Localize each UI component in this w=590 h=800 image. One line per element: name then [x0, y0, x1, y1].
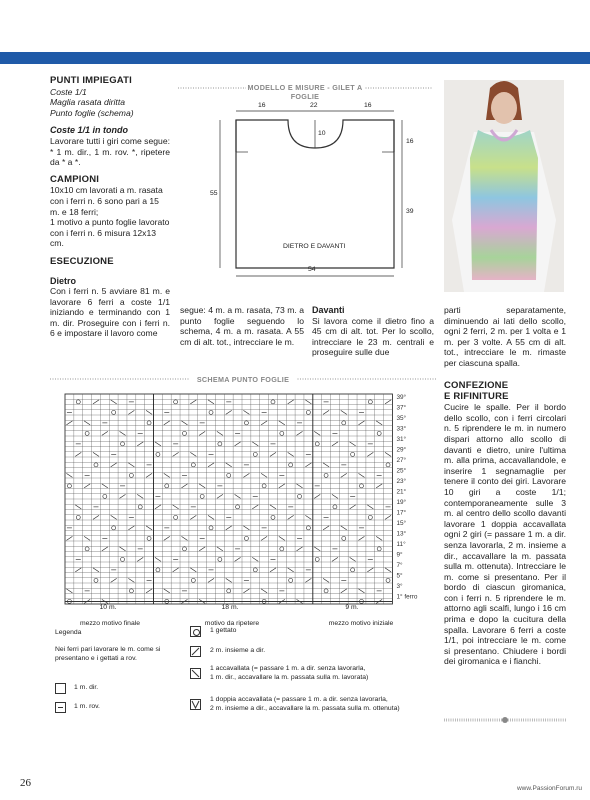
campioni-text: 1 motivo a punto foglie lavorato con i ferri n. 6 misura 12x13 cm.: [50, 217, 170, 249]
campioni-text: 10x10 cm lavorati a m. rasata con i ferri n. 6 sono pari a 15 m. e 18 ferri;: [50, 185, 163, 217]
esecuzione-title: ESECUZIONE: [50, 255, 114, 267]
campioni-title: CAMPIONI: [50, 173, 100, 185]
model-photo: [444, 80, 564, 292]
chart-row-label: 11°: [396, 540, 406, 548]
schematic-label: DIETRO E DAVANTI: [283, 243, 346, 250]
label-mezzo-iniziale: mezzo motivo iniziale: [328, 620, 394, 627]
coste-tondo-title: Coste 1/1 in tondo: [50, 125, 129, 136]
confezione-section: [444, 381, 566, 667]
legend-block: [55, 628, 175, 663]
chart-row-label: 37°: [396, 404, 407, 412]
middle-text-column: [180, 305, 304, 347]
chart-row-label: 9°: [396, 551, 403, 559]
punti-item: Maglia rasata diritta: [50, 97, 125, 108]
left-column: [50, 76, 170, 339]
chart-segment-line: [65, 601, 392, 602]
chart-row-label: 39°: [396, 393, 407, 401]
top-blue-bar: [0, 52, 590, 64]
segment-label-right: 9 m.: [345, 604, 359, 611]
key-skp-label-1: 1 accavallata (= passare 1 m. a dir. senza lavorarla,: [210, 665, 366, 672]
key-k2tog-symbol: [190, 646, 201, 657]
key-sk2p-symbol: [190, 699, 201, 710]
key-knit-label: 1 m. dir.: [74, 684, 99, 691]
key-purl-label: 1 m. rov.: [74, 703, 100, 710]
chart-row-label: 13°: [396, 530, 407, 538]
dietro-continued-text: segue: 4 m. a m. rasata, 73 m. a punto foglie seguendo lo schema, 4 m. a m. rasata. A 55 cm di alt. tot., intrecciare le m.: [180, 305, 304, 347]
chart-row-label: 3°: [396, 582, 403, 590]
key-k2tog-label: 2 m. insieme a dir.: [210, 647, 266, 654]
schematic-panel: [178, 80, 432, 298]
dim-width: 54: [308, 266, 316, 273]
chart-row-label: 17°: [396, 509, 407, 517]
schematic-title: MODELLO E MISURE - GILET A FOGLIE: [247, 83, 363, 101]
page-number: 26: [20, 777, 31, 789]
confezione-title: CONFEZIONE: [444, 380, 509, 391]
davanti-continued-text: parti separatamente, diminuendo ai lati dello scollo, ogni 2 ferri, 2 m. per 1 volta e 1 m. per 3 volte. A 55 cm di alt. tot., intrecciare le m. rimaste per ciascuna spalla.: [444, 305, 566, 368]
dietro-title: Dietro: [50, 275, 77, 286]
key-knit-symbol: [55, 683, 66, 694]
chart-title: SCHEMA PUNTO FOGLIE: [196, 375, 290, 384]
chart-row-label: 5°: [396, 572, 403, 580]
key-yarnover-symbol: [190, 626, 201, 637]
davanti-column: [312, 305, 434, 358]
decorative-rule: [444, 716, 566, 724]
chart-row-label: 25°: [396, 467, 407, 475]
key-sk2p-label-1: 1 doppia accavallata (= passare 1 m. a dir. senza lavorarla,: [210, 696, 388, 703]
chart-row-label: 29°: [396, 446, 407, 454]
chart-row-label: 19°: [396, 498, 407, 506]
chart-row-label: 35°: [396, 414, 407, 422]
schematic-drawing: [178, 80, 432, 298]
key-yarnover-label: 1 gettato: [210, 627, 237, 634]
chart-row-label: 27°: [396, 456, 407, 464]
chart-row-label: 7°: [396, 561, 403, 569]
key-skp-symbol: [190, 668, 201, 679]
chart-row-label: 1° ferro: [396, 593, 418, 601]
dim-shoulder-right: 16: [364, 102, 372, 109]
key-purl-symbol: [55, 702, 66, 713]
label-motivo-ripetere: motivo da ripetere: [204, 620, 260, 627]
punti-item: Coste 1/1: [50, 86, 87, 97]
legend-title: Legenda: [55, 629, 82, 636]
key-skp-label-2: 1 m. dir., accavallare la m. passata sulla m. lavorata): [210, 674, 369, 681]
segment-label-left: 10 m.: [99, 604, 117, 611]
dim-body-height: 39: [406, 208, 414, 215]
chart-row-label: 23°: [396, 477, 407, 485]
chart-row-label: 15°: [396, 519, 407, 527]
dim-shoulder-left: 16: [258, 102, 266, 109]
davanti-title: Davanti: [312, 305, 345, 315]
footer-watermark: www.PassionForum.ru: [516, 785, 582, 792]
key-sk2p-label-2: 2 m. insieme a dir., accavallare la m. passata sulla m. ottenuta): [210, 705, 400, 712]
legend-note: Nei ferri pari lavorare le m. come si presentano e i gettati a rov.: [55, 646, 161, 662]
dietro-text: Con i ferri n. 5 avviare 81 m. e lavorare 6 ferri a coste 1/1 iniziando e terminando con 1 m. dir. Proseguire con i ferri n. 6 e impostare il lavoro come: [50, 286, 170, 339]
right-column-top: [444, 305, 566, 369]
davanti-text: Si lavora come il dietro fino a 45 cm di alt. tot. Per lo scollo, intrecciare le 23 m. centrali e proseguire sulle due: [312, 315, 434, 358]
knit-vest-illustration: [444, 80, 564, 292]
confezione-text: Cucire le spalle. Per il bordo dello scollo, con i ferri circolari n. 5 riprendere le m. in numero dispari attorno allo scollo di davanti e dietro, unire l'ultima m. alla prima, accavallandole, e inserire 1 segnamaglie per tenere il conto dei giri. Lavorare 10 giri a coste 1/1; contemporaneamente sulle 3 m. al centro dello scollo davanti lavorare 1 doppia accavallata ogni 2 giri (= passare 1 m. a dir. senza lavorarla, 2 m. insieme a dir., accavallare la m. passata sulla m. ottenuta). Intrecciare le m. come si presentano. Per il bordo di ciascun giromanica, con i ferri n. 5 riprendere le m. attorno agli scalfi, lungo i 16 cm prima e dopo la cucitura della spalla. Lavorare 6 ferri a coste 1/1, poi intrecciare le m. come si presentano. Chiudere i bordi dei giromanica e i fianchi.: [444, 402, 566, 667]
chart-row-label: 31°: [396, 435, 407, 443]
coste-tondo-text: Lavorare tutti i giri come segue: * 1 m. dir., 1 m. rov. *, ripetere da * a *.: [50, 135, 170, 168]
dim-neck-width: 22: [310, 102, 318, 109]
dim-neck-depth: 10: [318, 130, 326, 137]
chart-row-label: 21°: [396, 488, 407, 496]
segment-label-mid: 18 m.: [221, 604, 239, 611]
confezione-title-2: E RIFINITURE: [444, 390, 509, 402]
punti-item: Punto foglie (schema): [50, 107, 134, 118]
knitting-chart: [50, 392, 436, 607]
label-mezzo-finale: mezzo motivo finale: [79, 620, 141, 627]
chart-row-label: 33°: [396, 425, 407, 433]
punti-title: PUNTI IMPIEGATI: [50, 75, 132, 86]
dim-armhole: 16: [406, 138, 414, 145]
dim-total-height: 55: [210, 190, 218, 197]
